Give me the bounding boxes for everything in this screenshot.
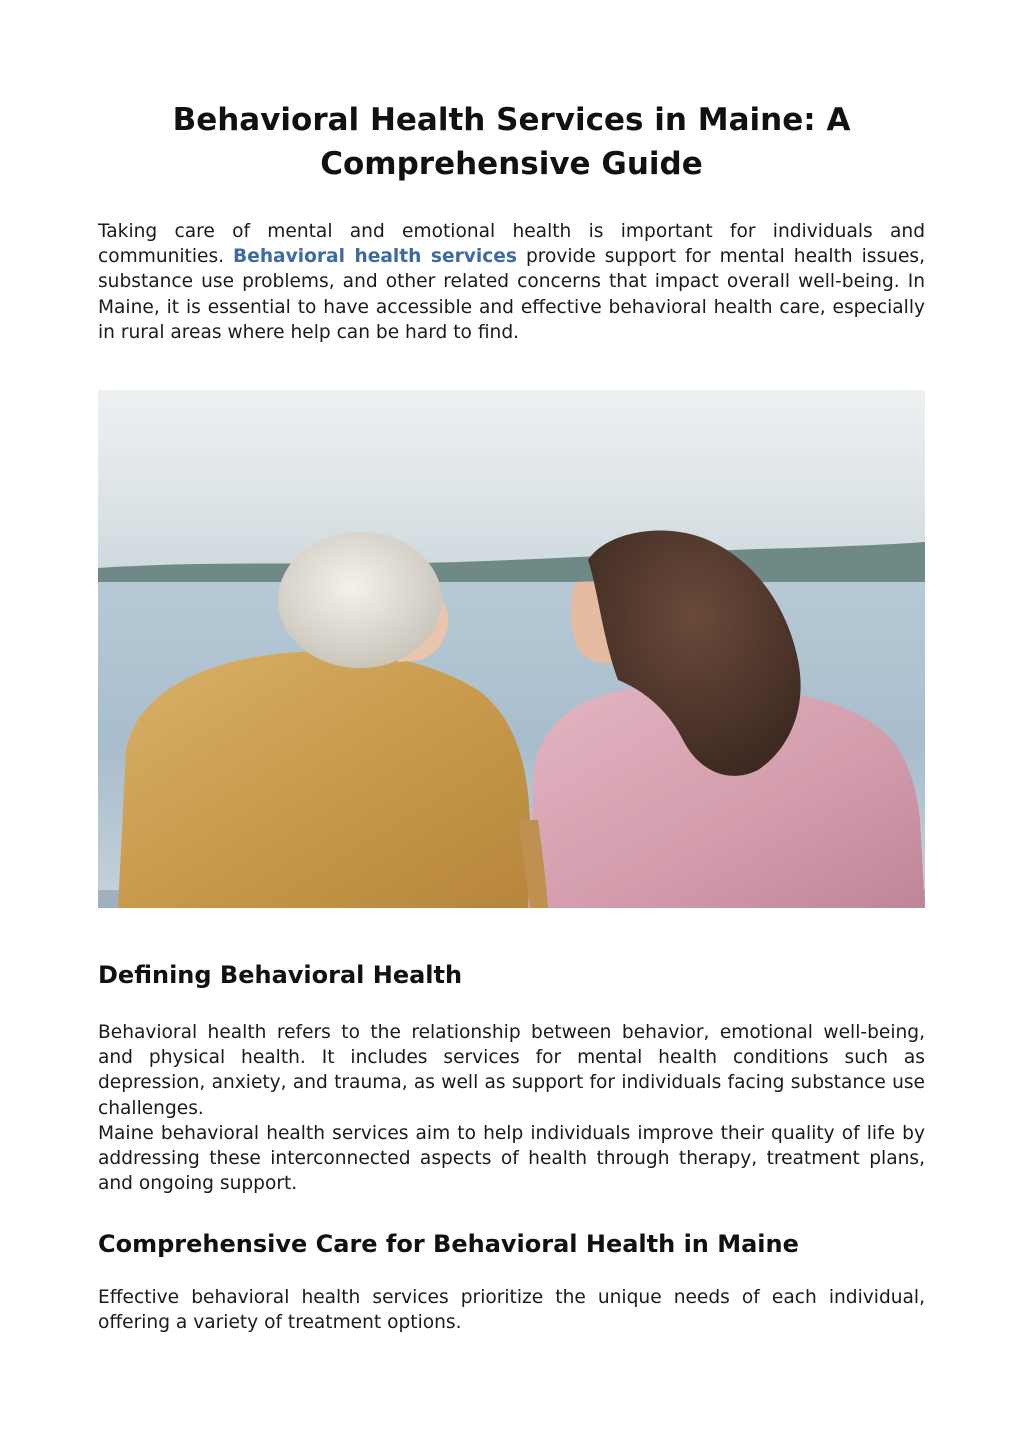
- services-aim-paragraph: Maine behavioral health services aim to help individuals improve their quality of life by addressing these interconnected aspects of health through therapy, treatment plans, and ongoing support.: [98, 1122, 925, 1195]
- yellow-shirt-person: [118, 651, 538, 908]
- section-heading-comprehensive-care: Comprehensive Care for Behavioral Health in Maine: [98, 1230, 799, 1258]
- section-body-defining: [98, 1020, 925, 1196]
- intro-paragraph: [98, 219, 925, 345]
- comprehensive-care-paragraph: Effective behavioral health services prioritize the unique needs of each individual, offering a variety of treatment options.: [98, 1287, 925, 1334]
- behavioral-health-services-link[interactable]: Behavioral health services: [233, 246, 517, 268]
- intro-text-start: Taking care of mental and emotional health is important for individuals and communities.: [98, 221, 925, 268]
- white-hair: [278, 532, 442, 668]
- sky: [98, 390, 925, 570]
- section-heading-defining: Defining Behavioral Health: [98, 961, 463, 989]
- intro-text-end: provide support for mental health issues, substance use problems, and other related concerns that impact overall well-being. In Maine, it is essential to have accessible and effective behavioral health care, especially in rural areas where help can be hard to find.: [98, 246, 925, 343]
- page-title: Behavioral Health Services in Maine: A Comprehensive Guide: [172, 102, 851, 182]
- hero-image: [98, 390, 925, 908]
- definition-paragraph: Behavioral health refers to the relationship between behavior, emotional well-being, and physical health. It includes services for mental health conditions such as depression, anxiety, and trauma, as well as support for individuals facing substance use challenges.: [98, 1022, 925, 1119]
